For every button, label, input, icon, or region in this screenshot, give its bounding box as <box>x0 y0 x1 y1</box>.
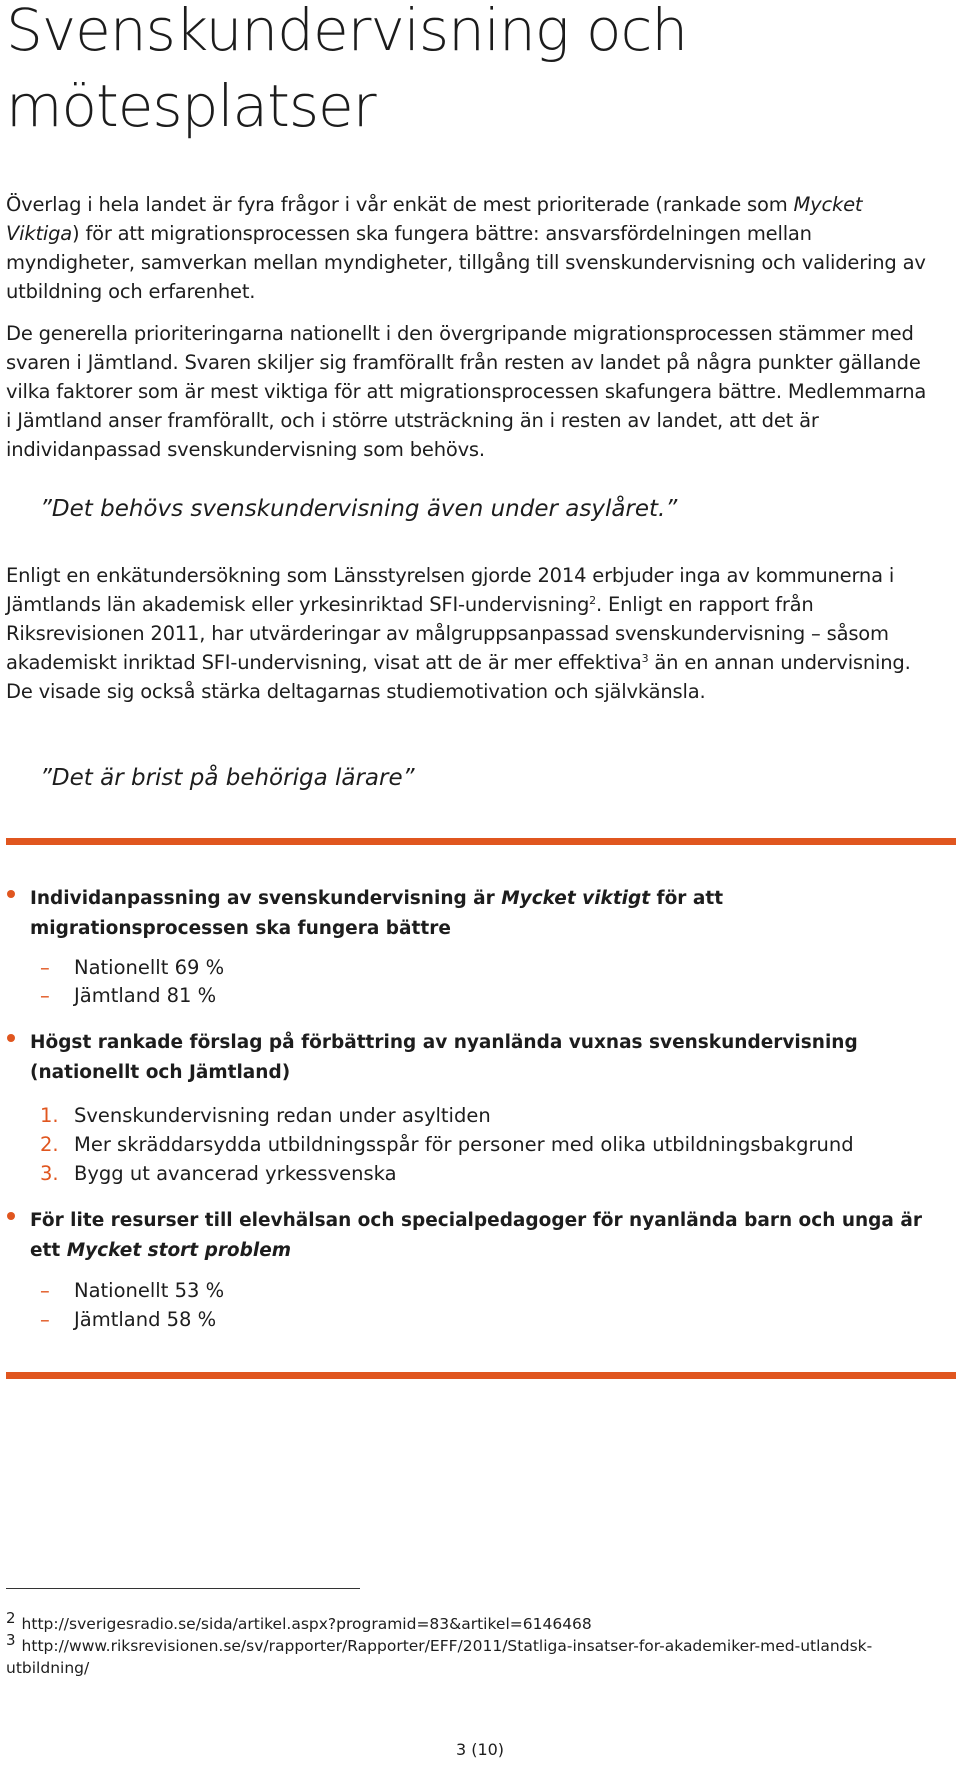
bullet-dot-icon <box>7 1034 15 1042</box>
list-item <box>0 981 940 1010</box>
list-item-text: Svenskundervisning redan under asyltiden <box>74 1104 491 1127</box>
footnote-ref-2[interactable]: 2 <box>589 594 596 607</box>
intro-text-end: ) för att migrationsprocessen ska fungera bättre: ansvarsfördelningen mellan myndigheter, samverkan mellan myndigheter, tillgång till svenskundervisning och validering av utbildning och erfarenhet. <box>6 222 926 303</box>
survey-text-part-2: . Enligt en rapport från Riksrevisionen 2011, har utvärderingar av målgruppsanpassad svenskundervisning – såsom akademiskt inriktad SFI-undervisning, visat att de är mer effektiva <box>6 593 889 674</box>
dash-marker: – <box>40 984 50 1007</box>
intro-paragraph <box>6 190 936 306</box>
list-item <box>0 1305 940 1334</box>
bullet-individualization <box>30 884 940 944</box>
number-marker: 2. <box>40 1133 59 1156</box>
dash-marker: – <box>40 1279 50 1302</box>
bullet-dot-icon <box>7 890 15 898</box>
footnote-separator <box>6 1588 360 1589</box>
quote-asylum: ”Det behövs svenskundervisning även under asylåret.” <box>40 496 678 522</box>
list-item <box>0 1130 940 1159</box>
list-item-text: Nationellt 53 % <box>74 1279 225 1302</box>
bullet-1-emphasis: Mycket viktigt <box>501 888 651 909</box>
intro-text-start: Överlag i hela landet är fyra frågor i vår enkät de mest prioriterade (rankade som <box>6 193 794 216</box>
jamtland-paragraph: De generella prioriteringarna nationellt i den övergripande migrationsprocessen stämmer med svaren i Jämtland. Svaren skiljer sig framförallt från resten av landet på några punkter gällande vilka faktorer som är mest viktiga för att migrationsprocessen skafungera bättre. Medlemmarna i Jämtland anser framförallt, och i större utsträckning än i resten av landet, att det är individanpassad svenskundervisning som behövs. <box>6 322 927 461</box>
dash-marker: – <box>40 1308 50 1331</box>
survey-text-part-1: Enligt en enkätundersökning som Länsstyrelsen gjorde 2014 erbjuder inga av kommunerna i Jämtlands län akademisk eller yrkesinriktad SFI-undervisning <box>6 564 895 616</box>
page-title-line-2: mötesplatser <box>6 72 376 140</box>
dash-marker: – <box>40 956 50 979</box>
list-item <box>0 1159 940 1188</box>
footnote-number: 3 <box>6 1631 16 1649</box>
page-number: 3 (10) <box>455 1740 505 1759</box>
bullet-3-text-start: För lite resurser till elevhälsan och specialpedagoger för nyanlända barn och unga är ett <box>30 1210 922 1261</box>
footnote-2 <box>6 1609 926 1635</box>
number-marker: 3. <box>40 1162 59 1185</box>
bullet-dot-icon <box>7 1212 15 1220</box>
list-item-text: Nationellt 69 % <box>74 956 225 979</box>
footnote-ref-3[interactable]: 3 <box>641 652 649 665</box>
page-title-line-1: Svenskundervisning och <box>6 0 688 64</box>
survey-paragraph <box>6 561 936 706</box>
quote-teachers: ”Det är brist på behöriga lärare” <box>40 765 415 791</box>
bullet-resources <box>30 1206 940 1266</box>
bullet-proposals: Högst rankade förslag på förbättring av nyanlända vuxnas svenskundervisning (nationellt och Jämtland) <box>30 1032 858 1083</box>
list-item-text: Bygg ut avancerad yrkessvenska <box>74 1162 397 1185</box>
footnote-link[interactable]: http://www.riksrevisionen.se/sv/rapporter/Rapporter/EFF/2011/Statliga-insatser-for-akademiker-med-utlandsk-utbildning/ <box>6 1637 873 1677</box>
bullet-3-emphasis: Mycket stort problem <box>66 1240 292 1261</box>
footnote-3 <box>6 1631 926 1679</box>
footnote-number: 2 <box>6 1609 16 1627</box>
list-item <box>0 953 940 982</box>
footnote-link[interactable]: http://sverigesradio.se/sida/artikel.aspx?programid=83&artikel=6146468 <box>21 1615 592 1633</box>
orange-divider-bottom <box>6 1372 956 1379</box>
intro-emphasis: Mycket Viktiga <box>6 193 863 245</box>
number-marker: 1. <box>40 1104 59 1127</box>
list-item <box>0 1101 940 1130</box>
list-item-text: Jämtland 58 % <box>74 1308 217 1331</box>
orange-divider-top <box>6 838 956 845</box>
survey-text-part-3: än en annan undervisning. De visade sig också stärka deltagarnas studiemotivation och självkänsla. <box>6 651 911 703</box>
bullet-1-text-start: Individanpassning av svenskundervisning är <box>30 888 502 909</box>
bullet-1-text-end: för att migrationsprocessen ska fungera bättre <box>30 888 724 939</box>
list-item-text: Mer skräddarsydda utbildningsspår för personer med olika utbildningsbakgrund <box>74 1133 854 1156</box>
page-title <box>6 0 687 144</box>
list-item-text: Jämtland 81 % <box>74 984 217 1007</box>
list-item <box>0 1276 940 1305</box>
